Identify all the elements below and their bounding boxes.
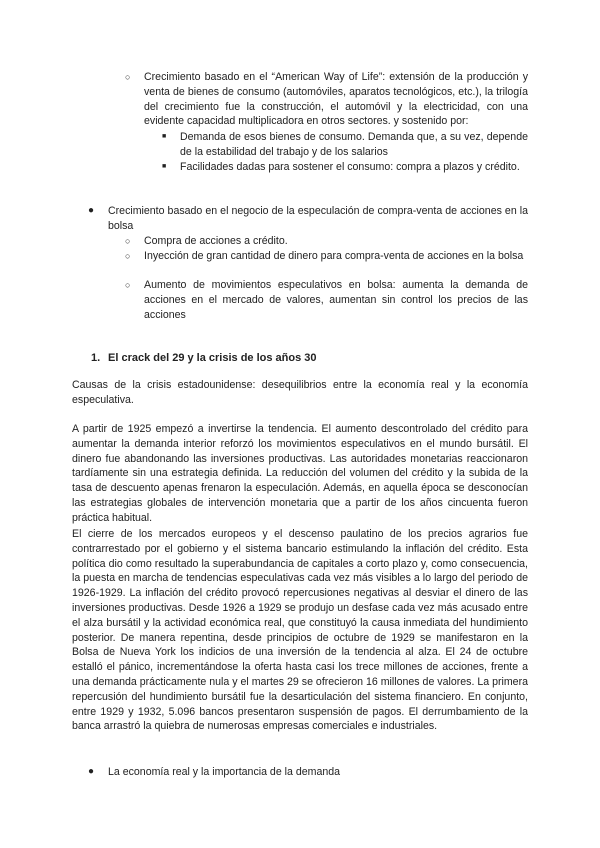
circle-bullet-icon: ○ [125,72,131,82]
list-item-american-way: Crecimiento basado en el “American Way of Life”: extensión de la producción y venta de bienes de consumo (automóviles, aparatos tecnológicos, etc.), la trilogía del crecimiento fue la construcción, el automóvil y la electricidad, con una evidente capacidad multiplicadora en otros sectores. y sostenido por: [144,71,528,128]
sublist-item-demand: Demanda de esos bienes de consumo. Demanda que, a su vez, depende de la estabilidad del trabajo y de los salarios [180,131,528,158]
disc-bullet-icon: ● [88,766,95,777]
section-heading: El crack del 29 y la crisis de los años 30 [108,352,317,364]
paragraph-causes: Causas de la crisis estadounidense: desequilibrios entre la economía real y la economía especulativa. [72,379,528,406]
square-bullet-icon: ■ [162,163,167,170]
sublist-item-speculative-movements: Aumento de movimientos especulativos en bolsa: aumenta la demanda de acciones en el mercado de valores, aumentan sin control los precios de las acciones [144,279,528,321]
sublist-item-credit: Facilidades dadas para sostener el consumo: compra a plazos y crédito. [180,161,520,173]
paragraph-1925: A partir de 1925 empezó a invertirse la tendencia. El aumento descontrolado del crédito para aumentar la demanda interior reforzó los movimientos especulativos en el mundo bursátil. El dinero fue abandonando las inversiones productivas. Las autoridades monetarias reaccionaron tardíamente sin una estrategia definida. La reducción del volumen del crédito y la subida de la tasa de descuento apenas frenaron la especulación. Además, en aquella época se desconocían las estrategias globales de intervención monetaria que a partir de los años cincuenta fueron práctica habitual. [72,423,528,524]
circle-bullet-icon: ○ [125,251,131,261]
section-number: 1. [91,352,101,364]
sublist-item-money-injection: Inyección de gran cantidad de dinero para compra-venta de acciones en la bolsa [144,250,524,262]
disc-bullet-icon: ● [88,205,95,216]
circle-bullet-icon: ○ [125,280,131,290]
list-item-real-economy: La economía real y la importancia de la demanda [108,766,341,778]
list-item-speculation: Crecimiento basado en el negocio de la especulación de compra-venta de acciones en la bolsa [108,205,528,232]
square-bullet-icon: ■ [162,133,167,140]
sublist-item-buy-on-credit: Compra de acciones a crédito. [144,235,288,247]
paragraph-markets: El cierre de los mercados europeos y el descenso paulatino de los precios agrarios fue contrarrestado por el gobierno y el sistema bancario estimulando la inflación del crédito. Esta política dio como resultado la superabundancia de capitales a corto plazo y, como consecuencia, la puesta en marcha de tendencias especulativas cada vez más visibles a lo largo del periodo de 1926-1929. La inflación del crédito provocó repercusiones negativas al desviar el dinero de las inversiones productivas. Desde 1926 a 1929 se produjo un desfase cada vez más acusado entre el alza bursátil y la actividad económica real, que constituyó la causa inmediata del hundimiento posterior. De manera repentina, desde principios de octubre de 1929 se manifestaron en la Bolsa de Nueva York los indicios de una inversión de la tendencia al alza. El 24 de octubre estalló el pánico, incrementándose la oferta hasta casi los trece millones de acciones, frente a una demanda prácticamente nula y el martes 29 se ofrecieron 16 millones de valores. La primera repercusión del hundimiento bursátil fue la desarticulación del sistema financiero. En conjunto, entre 1929 y 1932, 5.096 bancos presentaron suspensión de pagos. El derrumbamiento de la banca arrastró la quiebra de numerosas empresas comerciales e industriales. [72,528,528,733]
circle-bullet-icon: ○ [125,236,131,246]
